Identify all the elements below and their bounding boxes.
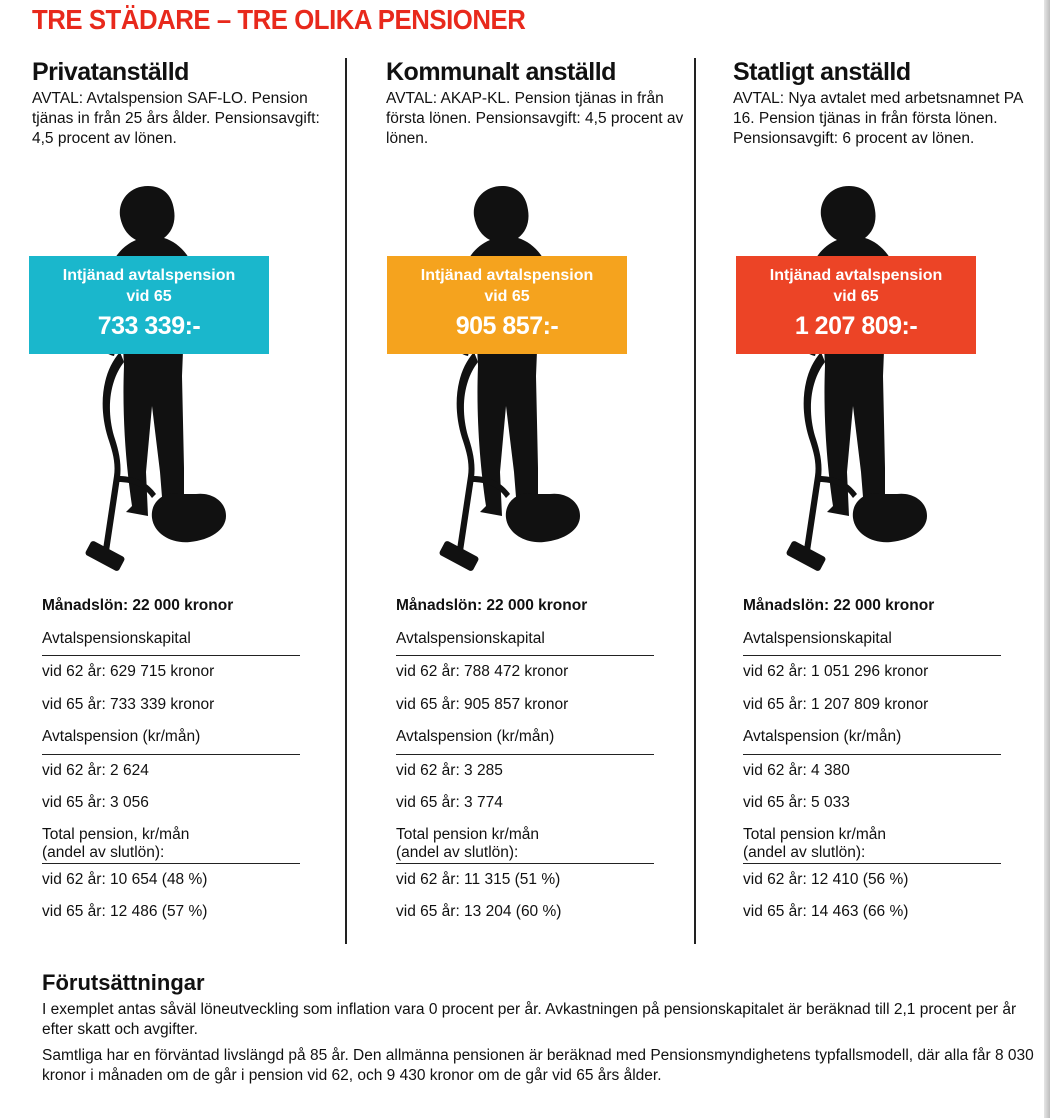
column-private	[32, 58, 332, 948]
total-heading-line2: (andel av slutlön):	[396, 843, 519, 861]
pension-62: vid 62 år: 4 380	[743, 761, 850, 779]
box-label-age: vid 65	[484, 288, 530, 305]
stats-list	[42, 590, 300, 929]
earned-pension-box	[736, 256, 976, 354]
vacuum-cleaner-person-icon	[60, 176, 280, 576]
monthly-salary: Månadslön: 22 000 kronor	[396, 597, 588, 614]
pension-heading: Avtalspension (kr/mån)	[396, 721, 654, 755]
column-heading: Privatanställd	[32, 58, 189, 86]
column-heading: Kommunalt anställd	[386, 58, 616, 86]
pension-65: vid 65 år: 3 056	[42, 794, 149, 811]
box-label-age: vid 65	[126, 288, 172, 305]
box-label: Intjänad avtalspension	[420, 267, 594, 284]
assumptions-paragraph-2: Samtliga har en förväntad livslängd på 85 år. Den allmänna pensionen är beräknad med Pensionsmyndighetens typfallsmodell, där alla får 8 030 kronor i månaden om de går i pension vid 62, och 9 430 kronor om de går vid 65 års ålder.	[42, 1047, 1034, 1084]
assumptions-heading: Förutsättningar	[42, 970, 205, 995]
column-heading: Statligt anställd	[733, 58, 911, 86]
total-65: vid 65 år: 14 463 (66 %)	[743, 903, 909, 920]
total-heading-line2: (andel av slutlön):	[743, 843, 866, 861]
capital-heading: Avtalspensionskapital	[743, 623, 1001, 657]
pension-62: vid 62 år: 3 285	[396, 761, 503, 779]
total-heading	[396, 820, 654, 864]
total-heading-line1: Total pension, kr/mån	[42, 825, 190, 843]
capital-62: vid 62 år: 788 472 kronor	[396, 663, 569, 680]
infographic-title: TRE STÄDARE – TRE OLIKA PENSIONER	[32, 4, 526, 35]
total-65: vid 65 år: 13 204 (60 %)	[396, 903, 562, 920]
stats-list	[743, 590, 1001, 929]
earned-pension-box	[29, 256, 269, 354]
capital-65: vid 65 år: 905 857 kronor	[396, 695, 569, 713]
pension-62: vid 62 år: 2 624	[42, 761, 149, 779]
column-state	[733, 58, 1033, 948]
vacuum-cleaner-person-icon	[414, 176, 634, 576]
total-65: vid 65 år: 12 486 (57 %)	[42, 903, 208, 920]
assumptions-section	[42, 970, 1037, 1092]
box-label-age: vid 65	[833, 288, 879, 305]
agreement-description: AVTAL: Avtalspension SAF-LO. Pension tjänas in från 25 års ålder. Pensionsavgift: 4,5 procent av lönen.	[32, 90, 320, 147]
vacuum-cleaner-person-icon	[761, 176, 981, 576]
total-62: vid 62 år: 11 315 (51 %)	[396, 870, 561, 888]
capital-heading: Avtalspensionskapital	[396, 623, 654, 657]
agreement-description: AVTAL: AKAP-KL. Pension tjänas in från första lönen. Pensionsavgift: 4,5 procent av lönen.	[386, 90, 684, 147]
stats-list	[396, 590, 654, 929]
capital-65: vid 65 år: 1 207 809 kronor	[743, 695, 929, 713]
total-heading	[42, 820, 300, 864]
capital-62: vid 62 år: 1 051 296 kronor	[743, 663, 929, 680]
pension-65: vid 65 år: 5 033	[743, 794, 850, 811]
pension-heading: Avtalspension (kr/mån)	[743, 721, 1001, 755]
monthly-salary: Månadslön: 22 000 kronor	[42, 597, 234, 614]
box-amount: 905 857:-	[455, 312, 559, 340]
total-heading-line1: Total pension kr/mån	[396, 825, 540, 843]
pension-heading: Avtalspension (kr/mån)	[42, 721, 300, 755]
column-municipal	[386, 58, 686, 948]
monthly-salary: Månadslön: 22 000 kronor	[743, 597, 935, 614]
column-divider	[345, 58, 347, 944]
box-label: Intjänad avtalspension	[769, 267, 943, 284]
box-label: Intjänad avtalspension	[62, 267, 236, 284]
total-heading-line2: (andel av slutlön):	[42, 843, 165, 861]
total-62: vid 62 år: 12 410 (56 %)	[743, 870, 909, 888]
capital-65: vid 65 år: 733 339 kronor	[42, 695, 215, 713]
assumptions-paragraph-1: I exemplet antas såväl löneutveckling som inflation vara 0 procent per år. Avkastningen på pensionskapitalet är beräknad till 2,1 procent per år efter skatt och avgifter.	[42, 1001, 1017, 1038]
agreement-description: AVTAL: Nya avtalet med arbetsnamnet PA 16. Pension tjänas in från första lönen. Pensionsavgift: 6 procent av lönen.	[733, 90, 1023, 147]
total-heading-line1: Total pension kr/mån	[743, 825, 887, 843]
box-amount: 1 207 809:-	[794, 312, 918, 340]
column-divider	[694, 58, 696, 944]
earned-pension-box	[387, 256, 627, 354]
total-62: vid 62 år: 10 654 (48 %)	[42, 870, 208, 888]
capital-62: vid 62 år: 629 715 kronor	[42, 663, 215, 680]
total-heading	[743, 820, 1001, 864]
page-edge-shadow	[1044, 0, 1050, 1118]
capital-heading: Avtalspensionskapital	[42, 623, 300, 657]
box-amount: 733 339:-	[97, 312, 201, 340]
pension-65: vid 65 år: 3 774	[396, 794, 503, 811]
